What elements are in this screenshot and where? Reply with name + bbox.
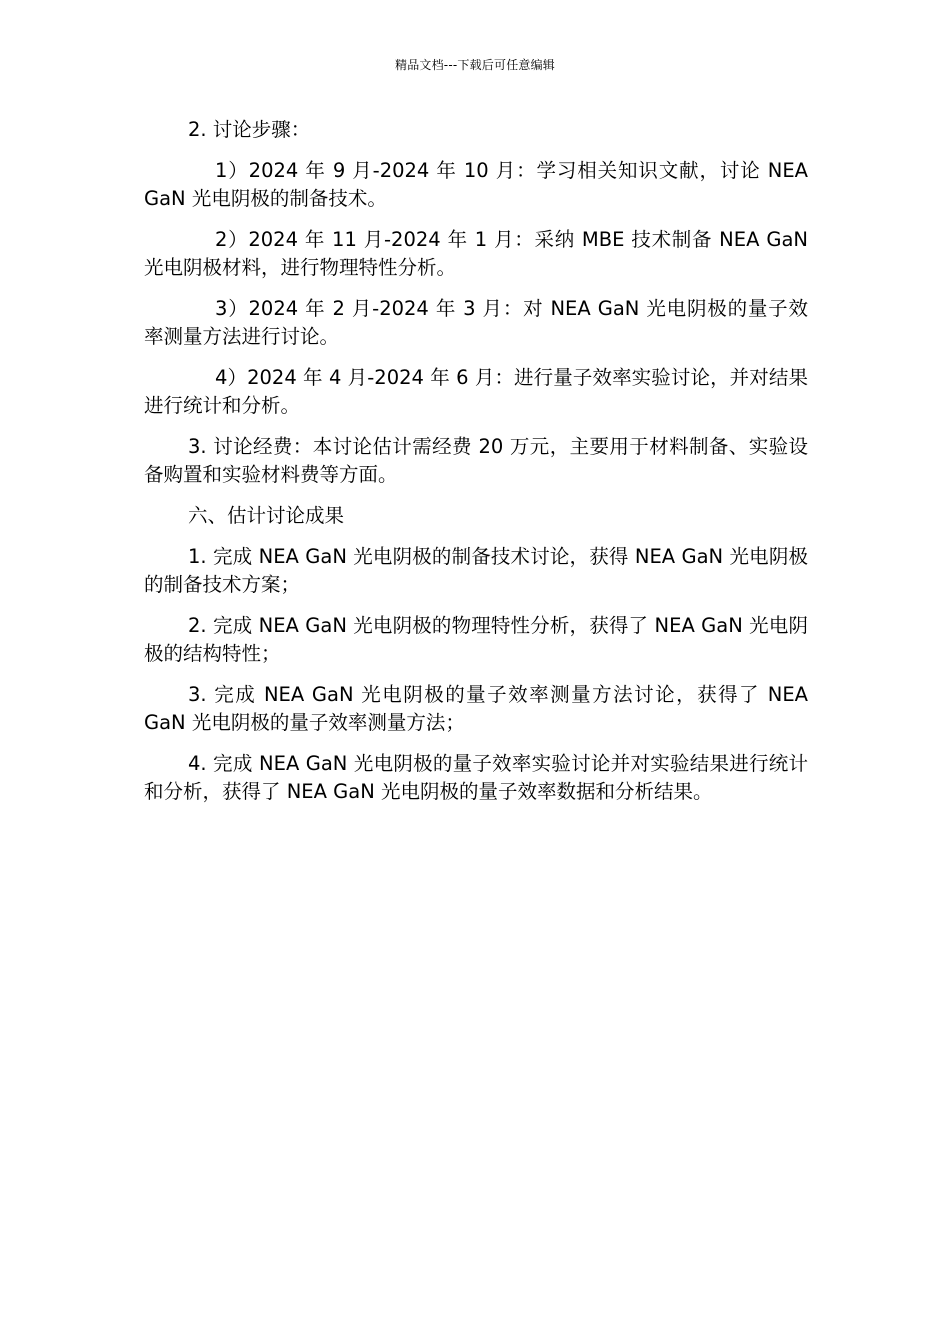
paragraph-step-3: 3）2024 年 2 月-2024 年 3 月：对 NEA GaN 光电阴极的量子效率测量方法进行讨论。 [144,297,808,348]
document-body [144,116,808,819]
paragraph-step-4: 4）2024 年 4 月-2024 年 6 月：进行量子效率实验讨论，并对结果进行统计和分析。 [144,366,808,417]
paragraph-result-1: 1. 完成 NEA GaN 光电阴极的制备技术讨论，获得 NEA GaN 光电阴极的制备技术方案； [144,545,808,596]
paragraph-funding: 3. 讨论经费：本讨论估计需经费 20 万元，主要用于材料制备、实验设备购置和实验材料费等方面。 [144,435,808,486]
page-header: 精品文档---下载后可任意编辑 [395,58,555,72]
section-heading-expected-results: 六、估计讨论成果 [188,504,345,527]
paragraph-result-4: 4. 完成 NEA GaN 光电阴极的量子效率实验讨论并对实验结果进行统计和分析，获得了 NEA GaN 光电阴极的量子效率数据和分析结果。 [144,752,808,803]
paragraph-research-steps-heading: 2. 讨论步骤： [188,118,311,141]
paragraph-step-1: 1）2024 年 9 月-2024 年 10 月：学习相关知识文献，讨论 NEA GaN 光电阴极的制备技术。 [144,159,808,210]
paragraph-result-3: 3. 完成 NEA GaN 光电阴极的量子效率测量方法讨论，获得了 NEA GaN 光电阴极的量子效率测量方法； [144,683,808,734]
paragraph-step-2: 2）2024 年 11 月-2024 年 1 月：采纳 MBE 技术制备 NEA GaN 光电阴极材料，进行物理特性分析。 [144,228,808,279]
paragraph-result-2: 2. 完成 NEA GaN 光电阴极的物理特性分析，获得了 NEA GaN 光电阴极的结构特性； [144,614,808,665]
